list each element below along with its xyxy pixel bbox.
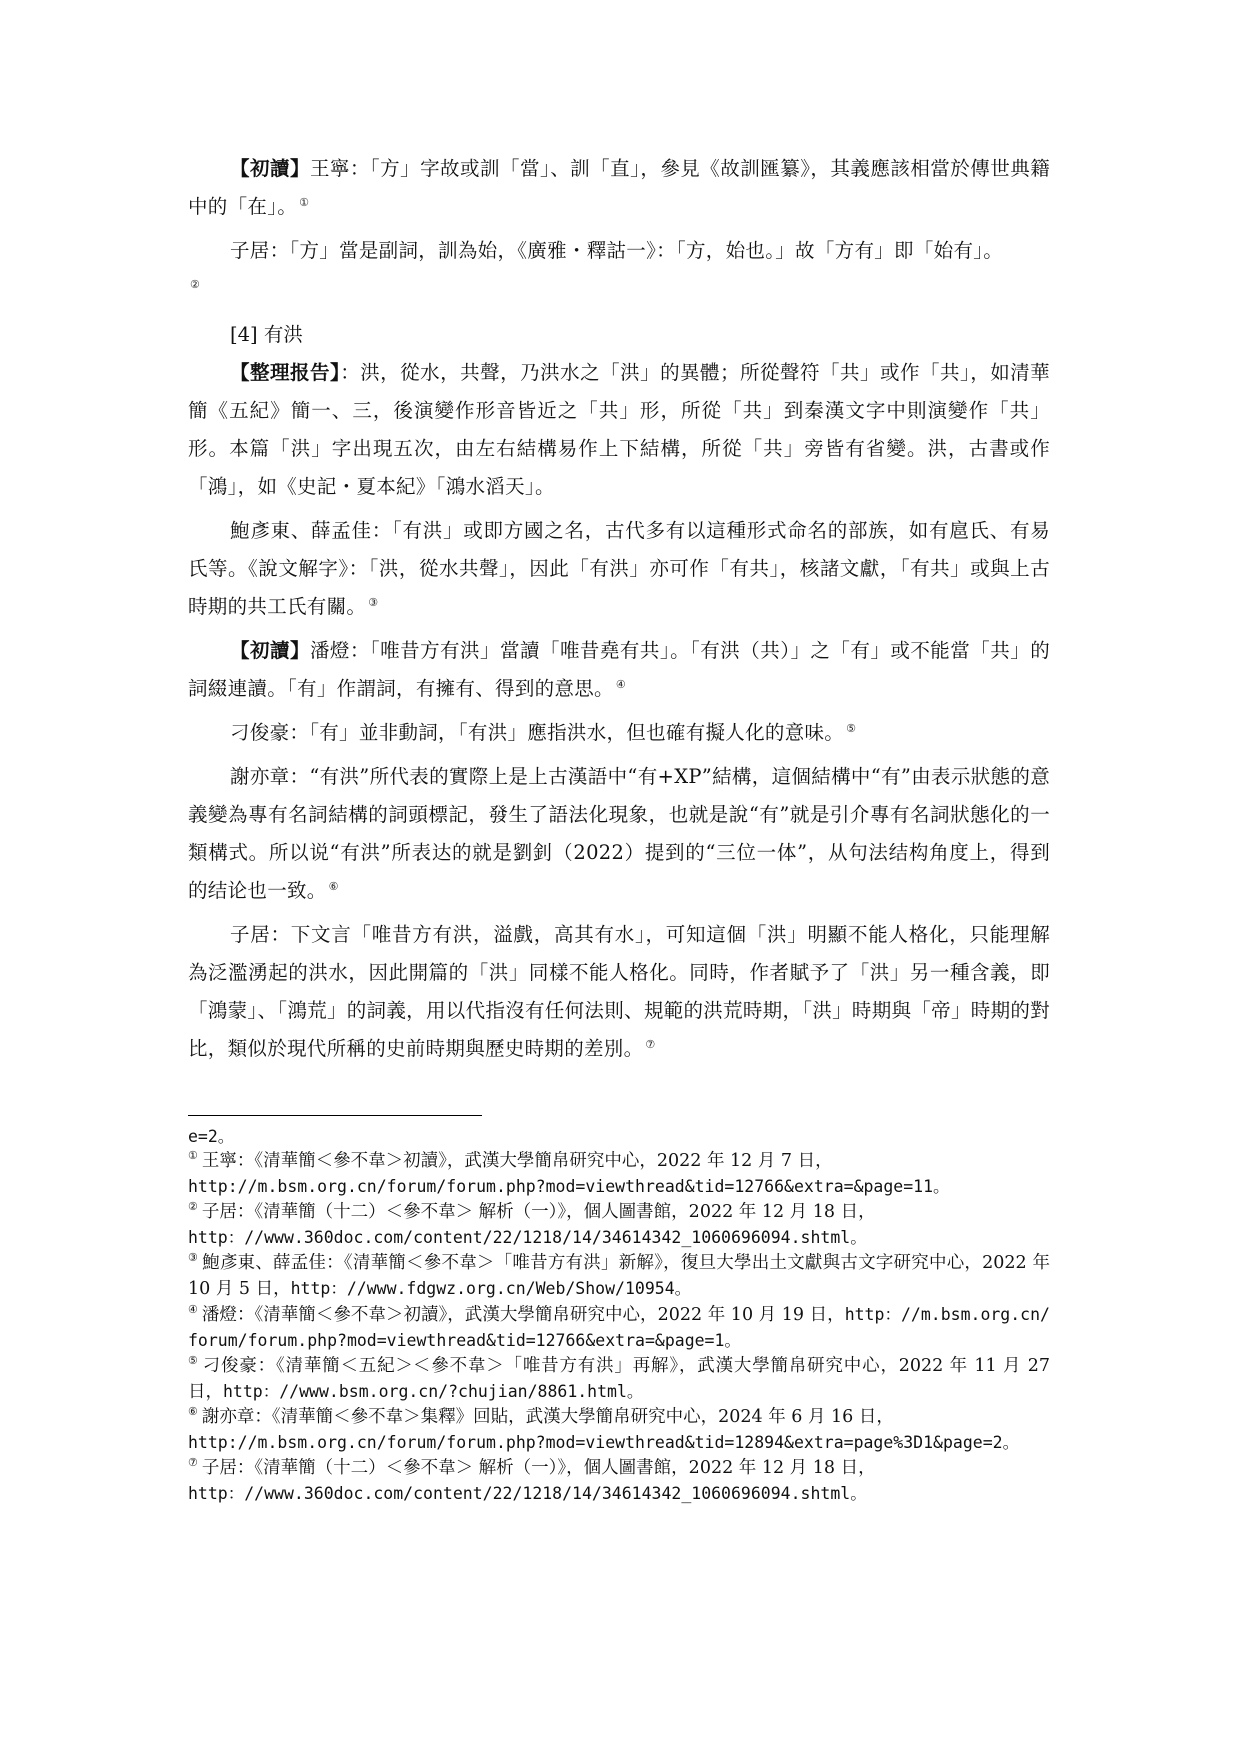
footnote-link[interactable]: http：//www.360doc.com/content/22/1218/14/34614342_1060696094.shtml。 <box>188 1228 867 1247</box>
paragraph-text: 王寧：「方」字故或訓「當」、訓「直」，參見《故訓匯纂》，其義應該相當於傳世典籍中的「在」。 <box>188 157 1051 218</box>
paragraph <box>188 714 1050 752</box>
footnote <box>188 1354 1050 1405</box>
footnotes <box>188 1124 1050 1507</box>
footnote-link[interactable]: http：//www.fdgwz.org.cn/Web/Show/10954。 <box>290 1279 692 1298</box>
footnote-link[interactable]: http://m.bsm.org.cn/forum/forum.php?mod=viewthread&tid=12766&extra=&page=11。 <box>188 1177 950 1196</box>
paragraph <box>188 632 1050 708</box>
footnote <box>188 1200 1050 1251</box>
footnote-link[interactable]: http：//www.bsm.org.cn/?chujian/8861.html。 <box>223 1382 644 1401</box>
section-tag: 【整理报告】 <box>230 361 341 384</box>
footnote <box>188 1149 1050 1200</box>
footnote-text: 子居：《清華簡（十二）＜參不韋＞ 解析（一）》，個人圖書館，2022 年 12 月 18 日， <box>201 1202 876 1222</box>
footnote <box>188 1251 1050 1302</box>
paragraph-text: 子居：「方」當是副詞，訓為始，《廣雅・釋詁一》：「方，始也。」故「方有」即「始有」。 <box>230 239 1004 262</box>
footnote-link[interactable]: http://m.bsm.org.cn/forum/forum.php?mod=viewthread&tid=12894&extra=page%3D1&page=2。 <box>188 1433 1020 1452</box>
footnote-mark: ⑤ <box>188 1354 199 1368</box>
footnote-text: 王寧：《清華簡＜參不韋＞初讀》，武漢大學簡帛研究中心，2022 年 12 月 7 日， <box>201 1151 833 1171</box>
footnote-text: 潘燈：《清華簡＜參不韋＞初讀》，武漢大學簡帛研究中心，2022 年 10 月 19 日， <box>201 1305 845 1325</box>
footnote-link[interactable]: http：//m.bsm.org.cn/forum/forum.php?mod=viewthread&tid=12766&extra=&page=1。 <box>188 1305 1050 1350</box>
paragraph <box>188 232 1050 308</box>
paragraph-text: 子居：下文言「唯昔方有洪，溢戲，高其有水」，可知這個「洪」明顯不能人格化，只能理解為泛濫湧起的洪水，因此開篇的「洪」同樣不能人格化。同時，作者賦予了「洪」另一種含義，即「鴻蒙」、「鴻荒」的詞義，用以代指沒有任何法則、規範的洪荒時期，「洪」時期與「帝」時期的對比，類似於現代所稱的史前時期與歷史時期的差別。 <box>188 923 1050 1060</box>
paragraph-text: 鮑彥東、薛孟佳：「有洪」或即方國之名，古代多有以這種形式命名的部族，如有扈氏、有易氏等。《說文解字》：「洪，從水共聲」，因此「有洪」亦可作「有共」，核諸文獻，「有共」或與上古時期的共工氏有關。 <box>188 519 1050 618</box>
footnote-ref[interactable]: ① <box>299 195 310 209</box>
footnote-ref[interactable]: ⑥ <box>328 879 339 893</box>
section-heading: [4] 有洪 <box>230 323 303 346</box>
paragraph-text: 刁俊豪：「有」並非動詞，「有洪」應指洪水，但也確有擬人化的意味。 <box>230 721 845 744</box>
paragraph <box>188 916 1050 1068</box>
paragraph <box>188 512 1050 626</box>
section-tag: 【初讀】 <box>230 639 310 662</box>
section-tag: 【初讀】 <box>230 157 310 180</box>
paragraph-text: 謝亦章：“有洪”所代表的實際上是上古漢語中“有+XP”結構，這個結構中“有”由表示狀態的意義變為專有名詞結構的詞頭標記，發生了語法化現象，也就是說“有”就是引介專有名詞狀態化的一類構式。所以说“有洪”所表达的就是劉釗（2022）提到的“三位一体”，从句法结构角度上，得到的结论也一致。 <box>188 765 1050 902</box>
paragraph <box>188 150 1050 226</box>
footnote-text: 謝亦章：《清華簡＜參不韋＞集釋》回貼，武漢大學簡帛研究中心，2024 年 6 月 16 日， <box>201 1407 894 1427</box>
footnote-divider <box>188 1115 482 1116</box>
footnote-ref[interactable]: ④ <box>615 677 627 691</box>
footnote-text: 刁俊豪：《清華簡＜五紀＞＜參不韋＞「唯昔方有洪」再解》，武漢大學簡帛研究中心，2022 年 11 月 27 日， <box>188 1356 1050 1402</box>
footnote-text: 鮑彥東、薛孟佳：《清華簡＜參不韋＞「唯昔方有洪」新解》，復旦大學出土文獻與古文字研究中心，2022 年 10 月 5 日， <box>188 1253 1050 1299</box>
footnote-mark: ⑦ <box>188 1456 198 1470</box>
footnote-ref[interactable]: ③ <box>368 595 379 609</box>
main-text <box>188 150 1050 1074</box>
footnote-ref[interactable]: ⑦ <box>645 1037 656 1051</box>
footnote <box>188 1456 1050 1507</box>
footnote-link[interactable]: http：//www.360doc.com/content/22/1218/14/34614342_1060696094.shtml。 <box>188 1484 867 1503</box>
footnote-carry: e=2。 <box>188 1127 235 1146</box>
footnote-mark: ① <box>188 1149 198 1163</box>
paragraph <box>188 758 1050 910</box>
footnote-mark: ② <box>188 1200 198 1214</box>
paragraph <box>188 354 1050 506</box>
footnote <box>188 1405 1050 1456</box>
footnote-text: 子居：《清華簡（十二）＜參不韋＞ 解析（一）》，個人圖書館，2022 年 12 月 18 日， <box>201 1458 876 1478</box>
paragraph-text: 潘燈：「唯昔方有洪」當讀「唯昔堯有共」。「有洪（共）」之「有」或不能當「共」的詞綴連讀。「有」作謂詞，有擁有、得到的意思。 <box>188 639 1051 700</box>
footnote-mark: ④ <box>188 1303 198 1317</box>
footnote-mark: ⑥ <box>188 1405 198 1419</box>
footnote-mark: ③ <box>188 1251 199 1265</box>
footnote-ref[interactable]: ⑤ <box>846 721 857 735</box>
paragraph-text: ：洪，從水，共聲，乃洪水之「洪」的異體；所從聲符「共」或作「共」，如清華簡《五紀》簡一、三，後演變作形音皆近之「共」形，所從「共」到秦漢文字中則演變作「共」形。本篇「洪」字出現五次，由左右結構易作上下結構，所從「共」旁皆有省變。洪，古書或作「鴻」，如《史記・夏本紀》「鴻水滔天」。 <box>188 361 1050 498</box>
footnote <box>188 1302 1050 1354</box>
footnote-ref[interactable]: ② <box>190 277 201 291</box>
